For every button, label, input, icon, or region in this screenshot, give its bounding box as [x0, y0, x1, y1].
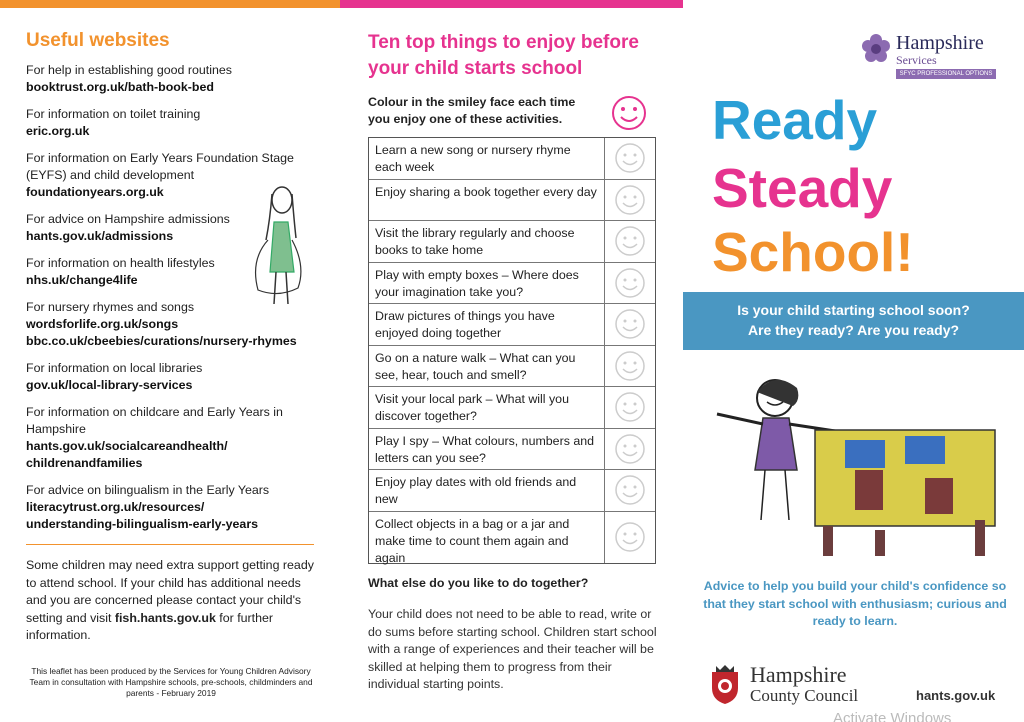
- website-url[interactable]: booktrust.org.uk/bath-book-bed: [26, 80, 214, 94]
- website-url[interactable]: eric.org.uk: [26, 124, 90, 138]
- logo-subtitle: Services: [896, 53, 937, 67]
- support-text: Some children may need extra support getting ready to attend school. If your child has additional needs and you are concerned please contact your child's setting and visit: [26, 558, 314, 625]
- ten-top-things-heading: Ten top things to enjoy before your child starts school: [368, 32, 639, 79]
- website-url[interactable]: hants.gov.uk/socialcareandhealth/: [26, 439, 228, 453]
- smiley-face-icon[interactable]: [605, 221, 655, 262]
- website-description: For help in establishing good routines: [26, 63, 232, 77]
- website-url[interactable]: gov.uk/local-library-services: [26, 378, 193, 392]
- website-description: For advice on Hampshire admissions: [26, 212, 230, 226]
- reassurance-paragraph: Your child does not need to be able to read, write or do sums before starting school. Children start school with a range of experiences and their teacher will be skilled at helping them to progress from their individual starting points.: [368, 607, 657, 691]
- activity-text: Enjoy play dates with old friends and new: [369, 470, 605, 511]
- activity-row: [369, 221, 655, 263]
- council-crest-icon: [708, 664, 742, 704]
- activity-row: [369, 180, 655, 222]
- activity-row: [369, 304, 655, 346]
- child-drawing-icon: [705, 370, 1005, 570]
- website-entry: [26, 62, 316, 96]
- website-url[interactable]: foundationyears.org.uk: [26, 185, 164, 199]
- smiley-face-icon[interactable]: [605, 138, 655, 179]
- website-entry: [26, 482, 316, 533]
- activity-text: Enjoy sharing a book together every day: [369, 180, 605, 221]
- activity-text: Learn a new song or nursery rhyme each week: [369, 138, 605, 179]
- intro-text: Colour in the smiley face each time you enjoy one of these activities.: [368, 95, 576, 126]
- website-url[interactable]: hants.gov.uk/admissions: [26, 229, 174, 243]
- activity-text: Visit the library regularly and choose books to take home: [369, 221, 605, 262]
- pink-top-bar: [340, 0, 683, 8]
- orange-divider: [26, 544, 314, 545]
- website-url[interactable]: nhs.uk/change4life: [26, 273, 138, 287]
- child-drawing-girl-icon: [248, 180, 308, 310]
- title-ready: Ready: [712, 89, 878, 151]
- title-school: School!: [712, 221, 914, 283]
- smiley-face-icon[interactable]: [605, 180, 655, 221]
- activate-windows-watermark: Activate Windows: [833, 710, 952, 722]
- website-entry: [26, 360, 316, 394]
- smiley-face-icon[interactable]: [605, 512, 655, 563]
- smiley-face-icon[interactable]: [605, 346, 655, 387]
- website-description: For information on childcare and Early Years in Hampshire: [26, 405, 283, 436]
- hampshire-services-logo: [860, 32, 1000, 82]
- activity-text: Play I spy – What colours, numbers and letters can you see?: [369, 429, 605, 470]
- smiley-face-icon[interactable]: [605, 263, 655, 304]
- orange-top-bar: [0, 0, 340, 8]
- activity-row: [369, 512, 655, 563]
- logo-tag: SFYC PROFESSIONAL OPTIONS: [896, 69, 996, 79]
- council-name: Hampshire: [750, 662, 847, 687]
- hants-url[interactable]: hants.gov.uk: [916, 688, 996, 703]
- website-url[interactable]: childrenandfamilies: [26, 456, 143, 470]
- smiley-face-icon[interactable]: [605, 387, 655, 428]
- extra-support-text: [26, 557, 316, 645]
- activities-table: [368, 137, 656, 564]
- ten-top-things-column: [368, 30, 658, 82]
- activity-row: [369, 470, 655, 512]
- website-url[interactable]: understanding-bilingualism-early-years: [26, 517, 259, 531]
- flower-logo-icon: [860, 32, 892, 64]
- title-steady: Steady: [712, 157, 893, 219]
- website-description: For information on toilet training: [26, 107, 201, 121]
- support-end-text: for further information.: [26, 610, 274, 642]
- question-banner: [683, 292, 1024, 350]
- website-description: For advice on bilingualism in the Early Years: [26, 483, 270, 497]
- fish-link[interactable]: fish.hants.gov.uk: [114, 610, 216, 625]
- pink-smiley-icon: [610, 94, 648, 132]
- logo-name: Hampshire: [896, 32, 984, 54]
- website-description: For information on local libraries: [26, 361, 203, 375]
- activity-row: [369, 387, 655, 429]
- activity-row: [369, 346, 655, 388]
- activity-row: [369, 429, 655, 471]
- activity-text: Collect objects in a bag or a jar and make time to count them again and again: [369, 512, 605, 563]
- activity-text: Visit your local park – What will you discover together?: [369, 387, 605, 428]
- website-description: For information on health lifestyles: [26, 256, 215, 270]
- website-url[interactable]: bbc.co.uk/cbeebies/curations/nursery-rhymes: [26, 334, 297, 348]
- smiley-face-icon[interactable]: [605, 470, 655, 511]
- website-entry: [26, 106, 316, 140]
- website-url[interactable]: wordsforlife.org.uk/songs: [26, 317, 179, 331]
- website-entry: [26, 404, 316, 472]
- smiley-face-icon[interactable]: [605, 429, 655, 470]
- activity-text: Draw pictures of things you have enjoyed doing together: [369, 304, 605, 345]
- activity-row: [369, 138, 655, 180]
- banner-line-2: Are they ready? Are you ready?: [747, 322, 960, 338]
- activity-row: [369, 263, 655, 305]
- banner-line-1: Is your child starting school soon?: [737, 302, 970, 318]
- hampshire-county-council-logo: [708, 660, 908, 710]
- activity-text: Go on a nature walk – What can you see, hear, touch and smell?: [369, 346, 605, 387]
- activity-text: Play with empty boxes – Where does your imagination take you?: [369, 263, 605, 304]
- what-else-question: What else do you like to do together?: [368, 576, 589, 590]
- website-description: For information on Early Years Foundation Stage (EYFS) and child development: [26, 151, 294, 182]
- council-subname: County Council: [750, 686, 859, 705]
- leaflet-footnote: This leaflet has been produced by the Services for Young Children Advisory Team in consultation with Hampshire schools, pre-schools, childminders and parents - February 2019: [29, 666, 313, 698]
- website-description: For nursery rhymes and songs: [26, 300, 195, 314]
- useful-websites-heading: Useful websites: [26, 30, 170, 51]
- website-url[interactable]: literacytrust.org.uk/resources/: [26, 500, 205, 514]
- advice-text: Advice to help you build your child's confidence so that they start school with enthusiasm; curious and ready to learn.: [703, 579, 1007, 628]
- smiley-face-icon[interactable]: [605, 304, 655, 345]
